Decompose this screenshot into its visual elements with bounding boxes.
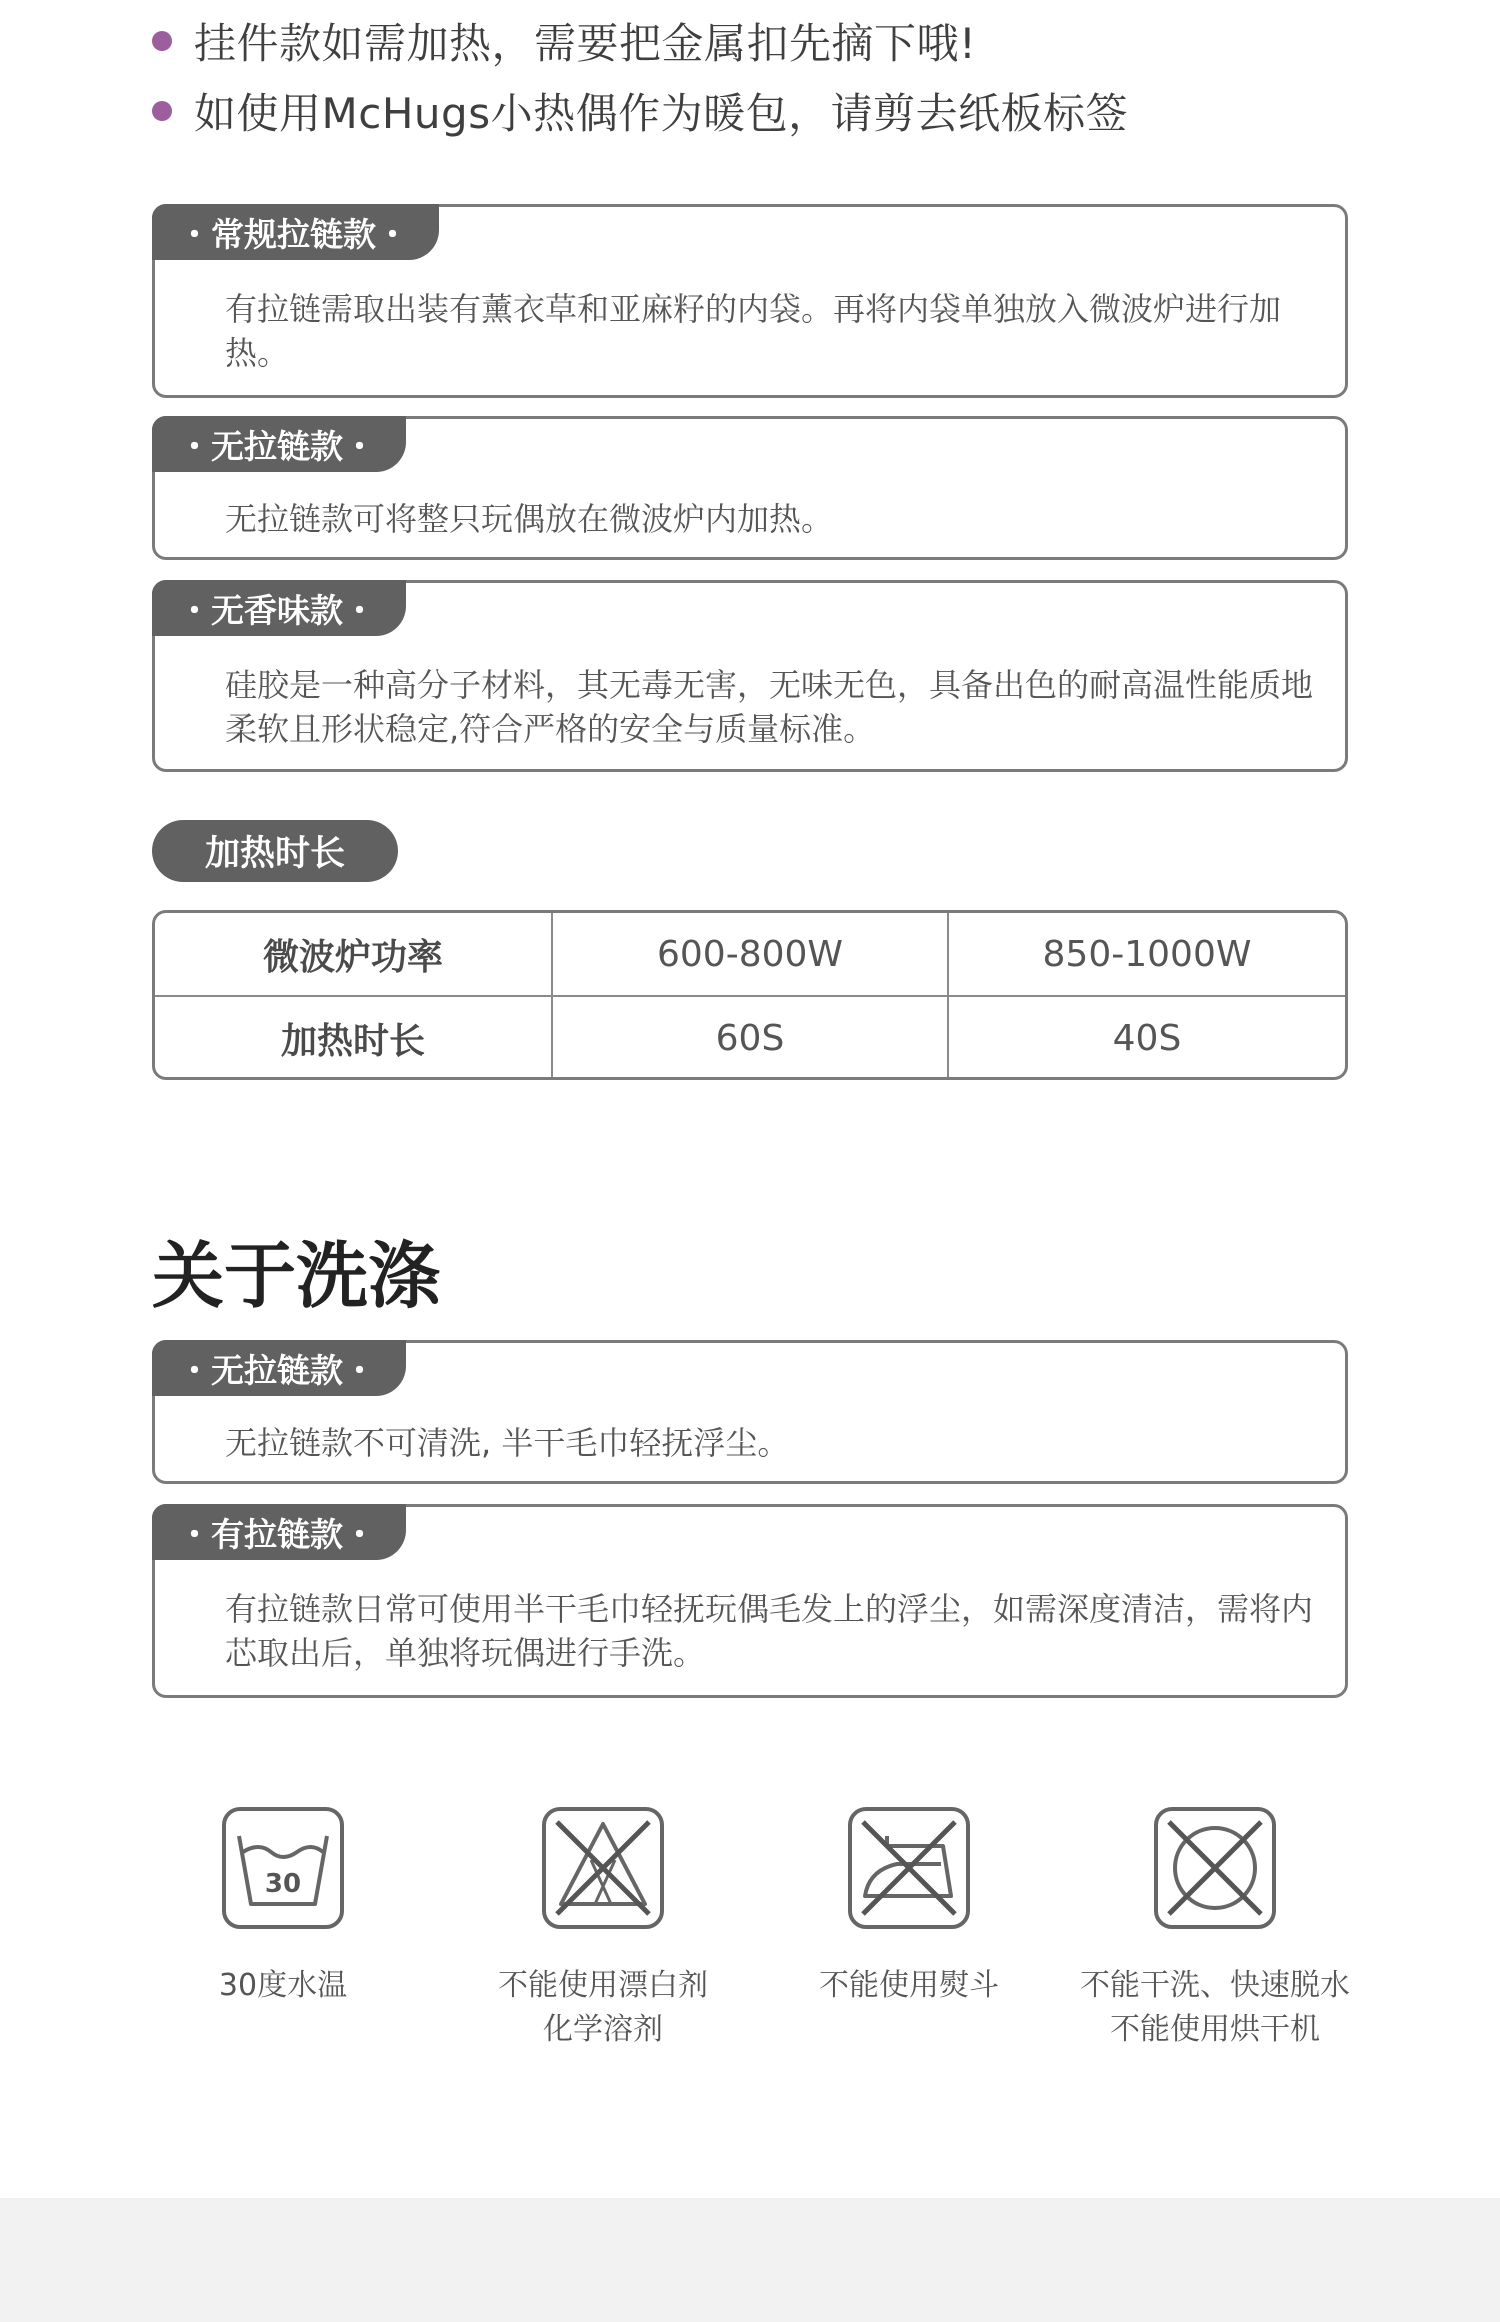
table-row <box>155 997 1345 1079</box>
box-tab: ・有拉链款・ <box>152 1504 406 1560</box>
box-text: 无拉链款可将整只玩偶放在微波炉内加热。 <box>225 500 834 538</box>
zipper-heating-box <box>152 204 1348 398</box>
box-tab: ・无香味款・ <box>152 580 406 636</box>
bullet-dot <box>152 31 172 51</box>
tip-text: 挂件款如需加热，需要把金属扣先摘下哦! <box>194 19 977 68</box>
table-header-cell: 加热时长 <box>155 997 553 1079</box>
care-label-line: 不能干洗、快速脱水 <box>1080 1968 1350 2003</box>
no-iron-icon <box>847 1806 971 1930</box>
tip-item <box>152 76 1372 146</box>
unscented-heating-box <box>152 580 1348 772</box>
heating-time-table <box>152 910 1348 1080</box>
tip-text: 如使用McHugs小热偶作为暖包，请剪去纸板标签 <box>194 89 1129 138</box>
table-cell: 850-1000W <box>1042 933 1252 975</box>
care-label-line: 化学溶剂 <box>543 2012 663 2047</box>
box-text: 有拉链款日常可使用半干毛巾轻抚玩偶毛发上的浮尘，如需深度清洁，需将内芯取出后，单独将玩偶进行手洗。 <box>225 1590 1314 1672</box>
box-text: 硅胶是一种高分子材料，其无毒无害，无味无色，具备出色的耐高温性能质地柔软且形状稳定,符合严格的安全与质量标准。 <box>225 666 1314 748</box>
care-label <box>118 1964 448 2008</box>
tips-list <box>152 6 1372 146</box>
no-bleach-icon <box>541 1806 665 1930</box>
care-item-wash-30 <box>118 1806 448 2008</box>
no-zipper-wash-box <box>152 1340 1348 1484</box>
box-tab: ・无拉链款・ <box>152 416 406 472</box>
washing-title: 关于洗涤 <box>152 1234 441 1318</box>
footer-band <box>0 2198 1500 2322</box>
box-text: 有拉链需取出装有薰衣草和亚麻籽的内袋。再将内袋单独放入微波炉进行加热。 <box>225 290 1282 372</box>
box-text: 无拉链款不可清洗, 半干毛巾轻抚浮尘。 <box>225 1424 790 1462</box>
care-item-no-bleach <box>438 1806 768 2052</box>
care-label-line: 30度水温 <box>218 1968 348 2003</box>
care-label-line: 不能使用熨斗 <box>819 1968 999 2003</box>
care-item-no-dryclean <box>1050 1806 1380 2052</box>
table-cell: 60S <box>553 997 949 1079</box>
care-label <box>438 1964 768 2052</box>
care-label <box>1050 1964 1380 2052</box>
no-dryclean-icon <box>1153 1806 1277 1930</box>
care-item-no-iron <box>744 1806 1074 2008</box>
bullet-dot <box>152 101 172 121</box>
care-label-line: 不能使用漂白剂 <box>498 1968 708 2003</box>
no-zipper-heating-box <box>152 416 1348 560</box>
box-tab: ・无拉链款・ <box>152 1340 406 1396</box>
table-header-cell: 微波炉功率 <box>155 913 553 995</box>
care-label <box>744 1964 1074 2008</box>
table-cell: 600-800W <box>553 913 949 995</box>
wash-temp-number: 30 <box>264 1869 302 1899</box>
table-row <box>155 913 1345 997</box>
care-label-line: 不能使用烘干机 <box>1110 2012 1320 2047</box>
zipper-wash-box <box>152 1504 1348 1698</box>
table-cell: 40S <box>1112 1017 1182 1059</box>
wash-30-icon <box>221 1806 345 1930</box>
tip-item <box>152 6 1372 76</box>
box-tab: ・常规拉链款・ <box>152 204 439 260</box>
heating-time-pill: 加热时长 <box>152 820 398 882</box>
